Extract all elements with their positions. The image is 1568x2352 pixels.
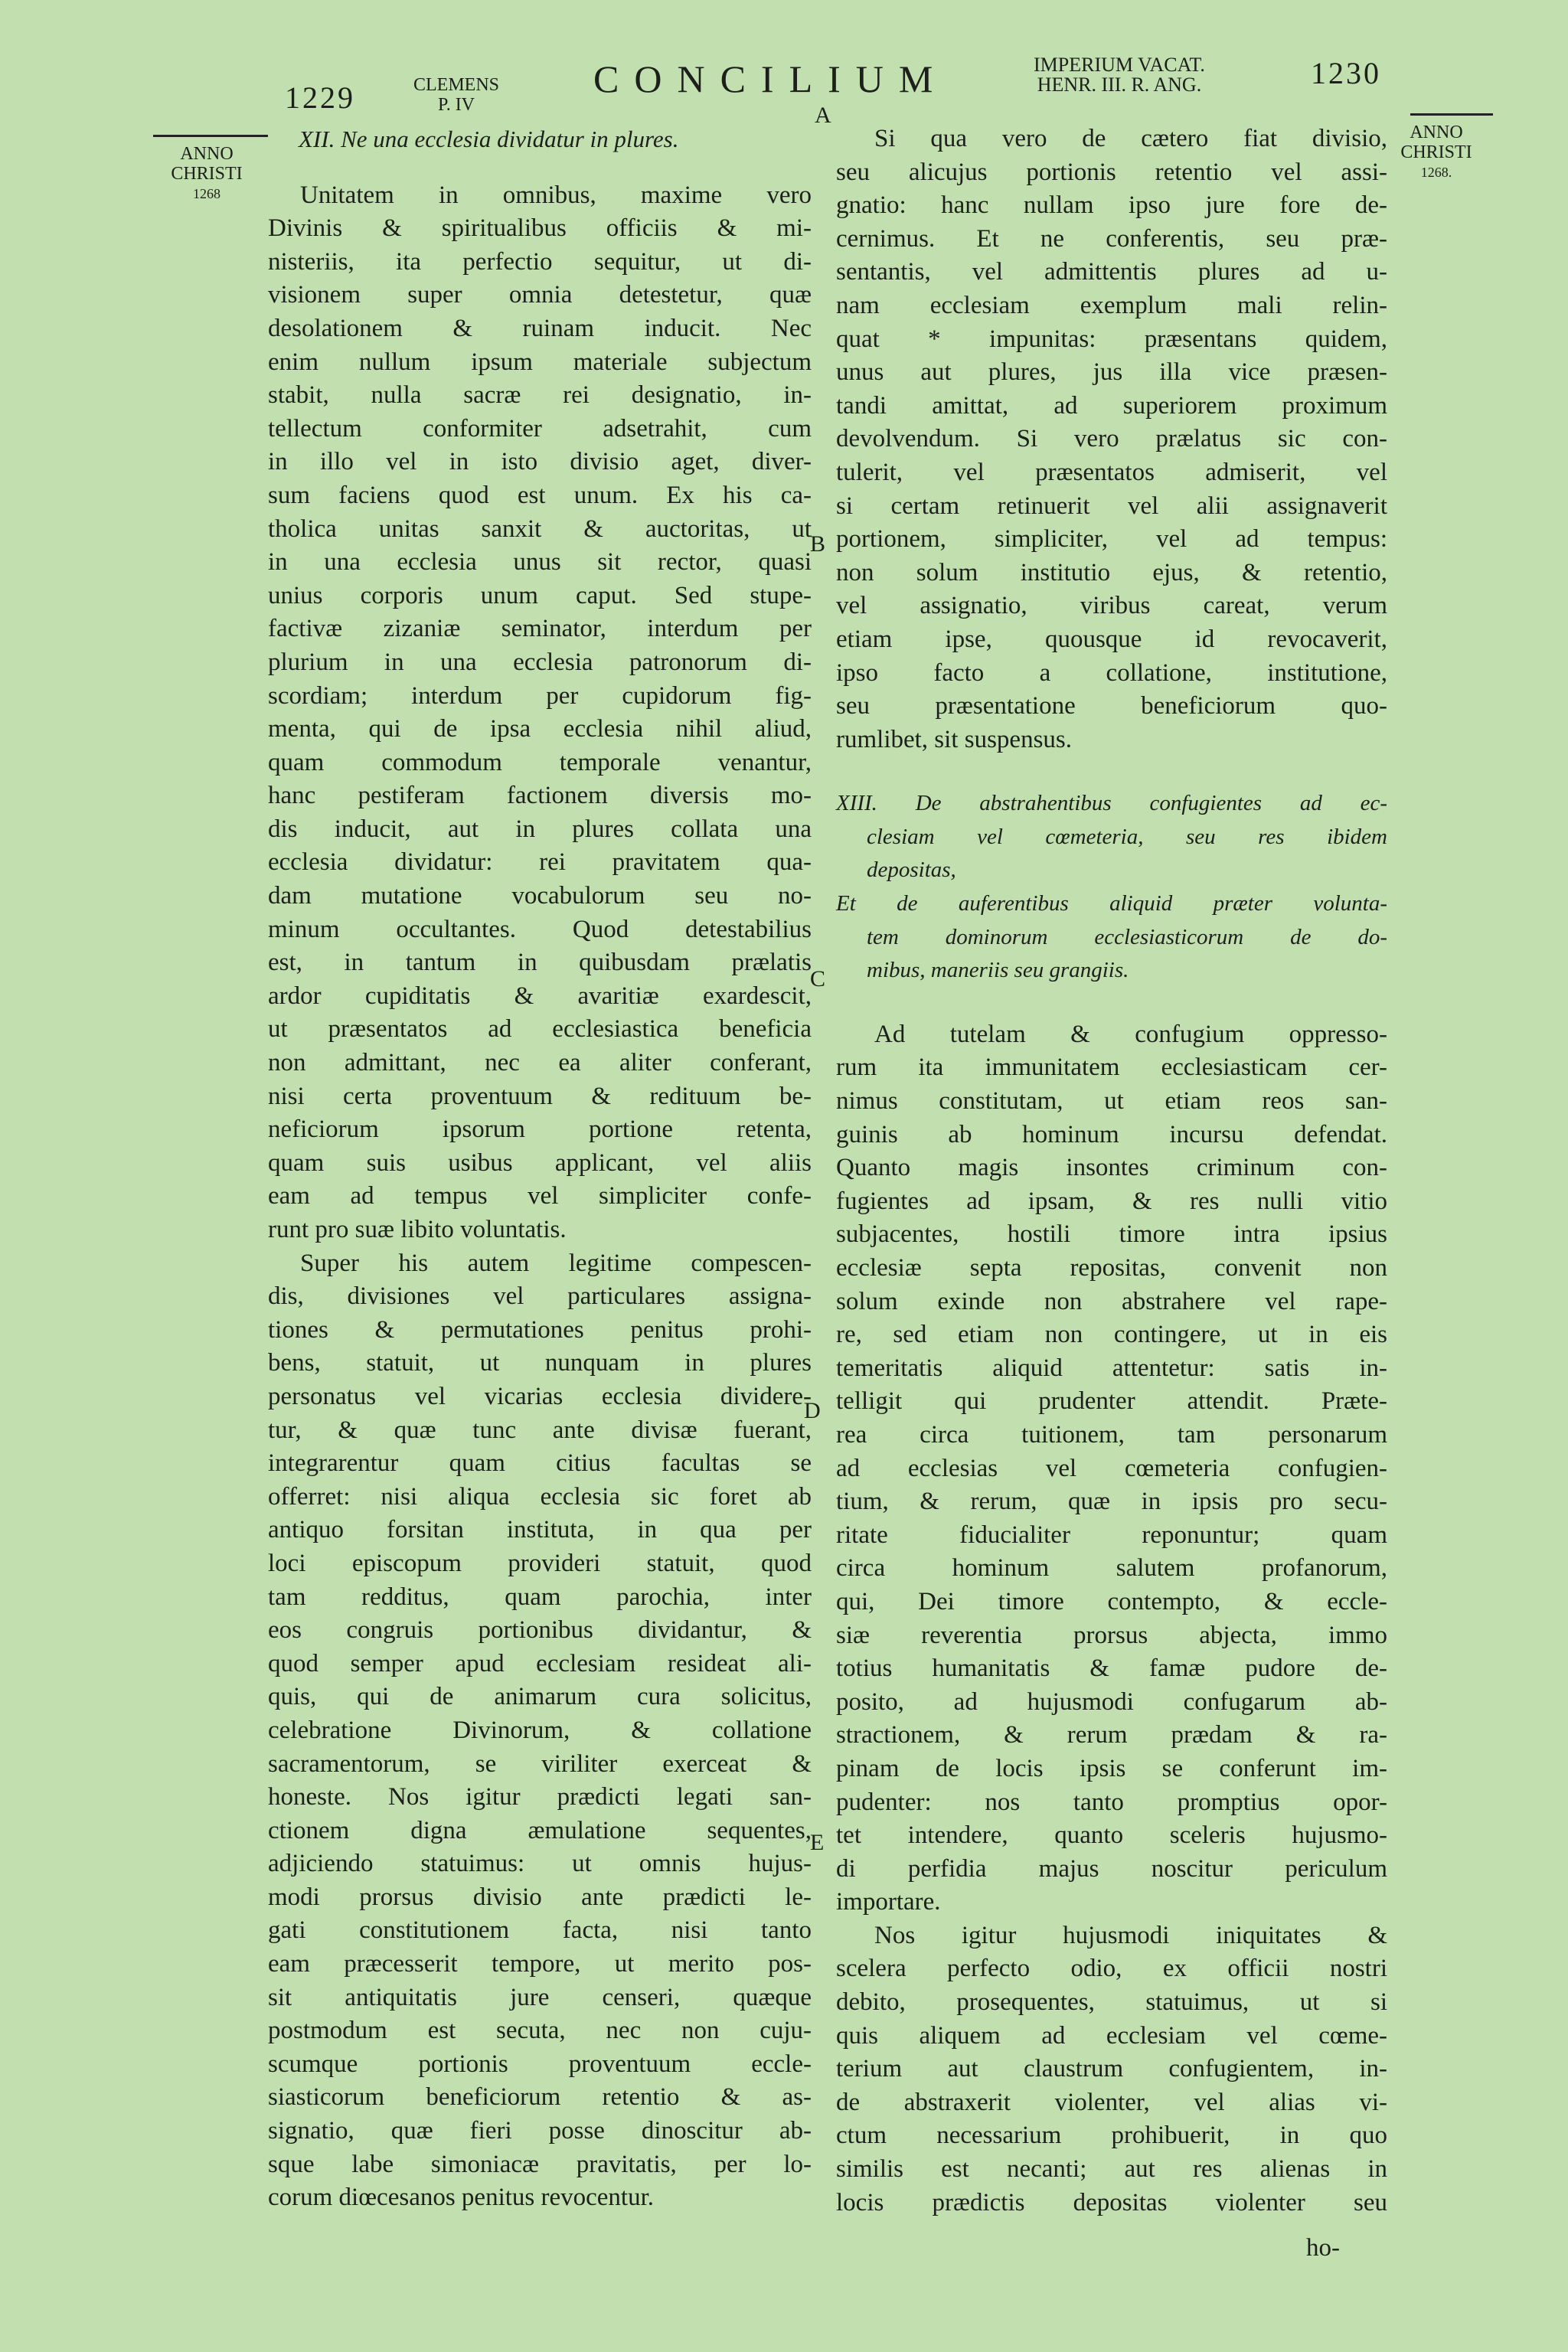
left_column-line: neficiorum ipsorum portione retenta, bbox=[268, 1116, 812, 1144]
left_column-line: enim nullum ipsum materiale subjectum bbox=[268, 348, 812, 376]
left_column-line: quis, qui de animarum cura solicitus, bbox=[268, 1683, 812, 1711]
anno-christi-left bbox=[168, 144, 245, 204]
margin-letter-b: B bbox=[810, 531, 826, 557]
catchword: ho- bbox=[1306, 2234, 1340, 2262]
margin-letter-c: C bbox=[810, 966, 826, 991]
left_column-line: adjiciendo statuimus: ut omnis hujus- bbox=[268, 1850, 812, 1878]
right_column-line: seu præsentatione beneficiorum quo- bbox=[836, 692, 1387, 720]
left_column-line: desolationem & ruinam inducit. Nec bbox=[268, 314, 812, 342]
left_column-line: tiones & permutationes penitus prohi- bbox=[268, 1315, 812, 1344]
anno-right-line2: CHRISTI bbox=[1400, 142, 1472, 162]
right_column-line: non solum institutio ejus, & retentio, bbox=[836, 558, 1387, 586]
left_column-line: tam redditus, quam parochia, inter bbox=[268, 1583, 812, 1611]
left_column-line: loci episcopum provideri statuit, quod bbox=[268, 1549, 812, 1577]
right_column-line: si certam retinuerit vel alii assignaverit bbox=[836, 492, 1387, 520]
left_column-line: Divinis & spiritualibus officiis & mi- bbox=[268, 214, 812, 243]
right_column-line: Nos igitur hujusmodi iniquitates & bbox=[874, 1921, 1387, 1949]
right_column-line: debito, prosequentes, statuimus, ut si bbox=[836, 1988, 1387, 2017]
margin-letter-e: E bbox=[810, 1830, 825, 1855]
right_column-line: Et de auferentibus aliquid præter volunta- bbox=[836, 891, 1387, 916]
right_column-line: tium, & rerum, quæ in ipsis pro secu- bbox=[836, 1488, 1387, 1516]
page-title: CONCILIUM bbox=[593, 57, 949, 100]
left_column-line: signatio, quæ fieri posse dinoscitur ab- bbox=[268, 2117, 812, 2145]
left_column-line: unius corporis unum caput. Sed stupe- bbox=[268, 581, 812, 609]
right_column-line: nam ecclesiam exemplum mali relin- bbox=[836, 291, 1387, 319]
right_column-line: ad ecclesias vel cœmeteria confugien- bbox=[836, 1454, 1387, 1482]
left_column-line: sacramentorum, se viriliter exerceat & bbox=[268, 1749, 812, 1778]
left_column-line: personatus vel vicarias ecclesia dividere- bbox=[268, 1382, 812, 1410]
left_column-spacer bbox=[268, 156, 812, 179]
right_column-line: posito, ad hujusmodi confugarum ab- bbox=[836, 1687, 1387, 1716]
left_column-line: celebratione Divinorum, & collatione bbox=[268, 1716, 812, 1744]
right_column-line: mibus, maneriis seu grangiis. bbox=[867, 958, 1129, 983]
left_column-line: honeste. Nos igitur prædicti legati san- bbox=[268, 1783, 812, 1811]
right_column-line: Ad tutelam & confugium oppresso- bbox=[874, 1020, 1387, 1048]
anno-right-line1: ANNO bbox=[1410, 122, 1463, 142]
anno-christi-right bbox=[1390, 122, 1482, 182]
left_column-line: ctionem digna æmulatione sequentes, bbox=[268, 1816, 812, 1844]
left_column-line: quam commodum temporale venantur, bbox=[268, 748, 812, 776]
left_column-line: offerret: nisi aliqua ecclesia sic foret ab bbox=[268, 1482, 812, 1511]
left_column-line: ardor cupiditatis & avaritiæ exardescit, bbox=[268, 982, 812, 1010]
left_column-line: menta, qui de ipsa ecclesia nihil aliud, bbox=[268, 715, 812, 743]
left_column-line: ut præsentatos ad ecclesiastica beneficia bbox=[268, 1015, 812, 1044]
right_column-line: guinis ab hominum incursu defendat. bbox=[836, 1120, 1387, 1148]
right_column-line: tet intendere, quanto sceleris hujusmo- bbox=[836, 1821, 1387, 1850]
right_column-line: devolvendum. Si vero prælatus sic con- bbox=[836, 425, 1387, 453]
left_column-line: ecclesia dividatur: rei pravitatem qua- bbox=[268, 848, 812, 877]
right_column-line: locis prædictis depositas violenter seu bbox=[836, 2188, 1387, 2216]
right_column-line: terium aut claustrum confugientem, in- bbox=[836, 2055, 1387, 2083]
left_column-line: corum diœcesanos penitus revocentur. bbox=[268, 2184, 655, 2212]
left_column-line: hanc pestiferam factionem diversis mo- bbox=[268, 782, 812, 810]
right_column-line: ctum necessarium prohibuerit, in quo bbox=[836, 2122, 1387, 2150]
page-number-right: 1230 bbox=[1311, 56, 1381, 90]
right_column-line: pinam de locis ipsis se conferunt im- bbox=[836, 1754, 1387, 1782]
right_column-line: ritate fiducialiter reponuntur; quam bbox=[836, 1521, 1387, 1549]
header-rule-left bbox=[153, 135, 268, 137]
anno-right-year: 1268. bbox=[1420, 165, 1452, 180]
right-column bbox=[836, 122, 1387, 2220]
right_column-line: siæ reverentia prorsus abjecta, immo bbox=[836, 1621, 1387, 1649]
left_column-line: est, in tantum in quibusdam prælatis bbox=[268, 949, 812, 977]
left_column-line: sque labe simoniacæ pravitatis, per lo- bbox=[268, 2150, 812, 2178]
right_column-line: de abstraxerit violenter, vel alias vi- bbox=[836, 2088, 1387, 2116]
left_column-line: nisi certa proventuum & redituum be- bbox=[268, 1082, 812, 1110]
left_column-line: stabit, nulla sacræ rei designatio, in- bbox=[268, 381, 812, 410]
header-rule-right bbox=[1410, 113, 1493, 116]
right_column-line: pudenter: nos tanto promptius opor- bbox=[836, 1788, 1387, 1816]
right_column-spacer bbox=[836, 756, 1387, 787]
left_column-line: minum occultantes. Quod detestabilius bbox=[268, 915, 812, 943]
right_column-line: clesiam vel cœmeteria, seu res ibidem bbox=[867, 824, 1387, 849]
left_column-line: postmodum est secuta, nec non cuju- bbox=[268, 2017, 812, 2045]
left_column-line: dam mutatione vocabulorum seu no- bbox=[268, 882, 812, 910]
left-column-lines bbox=[268, 122, 812, 2215]
left_column-line: visionem super omnia detestetur, quæ bbox=[268, 281, 812, 309]
right_column-line: depositas, bbox=[867, 858, 956, 883]
left_column-line: dis, divisiones vel particulares assigna- bbox=[268, 1282, 812, 1311]
left-column bbox=[268, 122, 812, 2215]
left_column-line: runt pro suæ libito voluntatis. bbox=[268, 1216, 567, 1243]
right_column-line: stractionem, & rerum prædam & ra- bbox=[836, 1721, 1387, 1749]
header-right-line2: HENR. III. R. ANG. bbox=[1037, 74, 1202, 96]
right_column-line: tulerit, vel præsentatos admiserit, vel bbox=[836, 458, 1387, 486]
left_column-line: nisteriis, ita perfectio sequitur, ut di- bbox=[268, 247, 812, 276]
left_column-line: bens, statuit, ut nunquam in plures bbox=[268, 1349, 812, 1377]
left_column-line: non admittant, nec ea aliter conferant, bbox=[268, 1049, 812, 1077]
left_column-line: XII. Ne una ecclesia dividatur in plures. bbox=[299, 126, 679, 152]
right_column-line: Quanto magis insontes criminum con- bbox=[836, 1154, 1387, 1182]
right_column-line: importare. bbox=[836, 1888, 941, 1916]
left_column-line: siasticorum beneficiorum retentio & as- bbox=[268, 2083, 812, 2112]
left_column-line: scordiam; interdum per cupidorum fig- bbox=[268, 681, 812, 710]
header-right-line1: IMPERIUM VACAT. bbox=[1034, 54, 1205, 76]
right_column-line: rea circa tuitionem, tam personarum bbox=[836, 1420, 1387, 1449]
left_column-line: sum faciens quod est unum. Ex his ca- bbox=[268, 481, 812, 509]
right_column-line: quis aliquem ad ecclesiam vel cœme- bbox=[836, 2021, 1387, 2050]
right_column-line: vel assignatio, viribus careat, verum bbox=[836, 592, 1387, 620]
left_column-line: Super his autem legitime compescen- bbox=[300, 1249, 812, 1277]
right_column-line: seu alicujus portionis retentio vel assi- bbox=[836, 158, 1387, 186]
right_column-line: sentantis, vel admittentis plures ad u- bbox=[836, 258, 1387, 286]
right_column-line: fugientes ad ipsam, & res nulli vitio bbox=[836, 1187, 1387, 1215]
left_column-line: quod semper apud ecclesiam resideat ali- bbox=[268, 1649, 812, 1677]
right_column-line: nimus constitutam, ut etiam reos san- bbox=[836, 1087, 1387, 1116]
right_column-line: scelera perfecto odio, ex officii nostri bbox=[836, 1955, 1387, 1983]
right_column-spacer bbox=[836, 988, 1387, 1018]
right_column-line: XIII. De abstrahentibus confugientes ad ec- bbox=[836, 791, 1387, 816]
left_column-line: quam suis usibus applicant, vel aliis bbox=[268, 1148, 812, 1177]
right_column-line: tem dominorum ecclesiasticorum de do- bbox=[867, 924, 1387, 949]
header-left-label bbox=[413, 75, 499, 115]
margin-letter-a: A bbox=[815, 103, 831, 128]
left_column-line: gati constitutionem facta, nisi tanto bbox=[268, 1916, 812, 1945]
right_column-line: qui, Dei timore contempto, & eccle- bbox=[836, 1587, 1387, 1615]
right_column-line: similis est necanti; aut res alienas in bbox=[836, 2155, 1387, 2184]
right_column-line: re, sed etiam non contingere, ut in eis bbox=[836, 1321, 1387, 1349]
left_column-line: in una ecclesia unus sit rector, quasi bbox=[268, 548, 812, 577]
right_column-line: ecclesiæ septa repositas, convenit non bbox=[836, 1254, 1387, 1282]
right_column-line: quat * impunitas: præsentans quidem, bbox=[836, 325, 1387, 353]
anno-left-line1: ANNO bbox=[180, 144, 234, 164]
right_column-line: di perfidia majus noscitur periculum bbox=[836, 1854, 1387, 1883]
right_column-line: portionem, simpliciter, vel ad tempus: bbox=[836, 525, 1387, 554]
left_column-line: eos congruis portionibus dividantur, & bbox=[268, 1616, 812, 1645]
left_column-line: eam ad tempus vel simpliciter confe- bbox=[268, 1182, 812, 1210]
left_column-line: integrarentur quam citius facultas se bbox=[268, 1449, 812, 1478]
right_column-line: telligit qui prudenter attendit. Præte- bbox=[836, 1387, 1387, 1416]
left_column-line: sit antiquitatis jure censeri, quæque bbox=[268, 1983, 812, 2011]
left_column-line: scumque portionis proventuum eccle- bbox=[268, 2050, 812, 2078]
left_column-line: tholica unitas sanxit & auctoritas, ut bbox=[268, 514, 812, 543]
left_column-line: tellectum conformiter adsetrahit, cum bbox=[268, 414, 812, 443]
right-column-lines bbox=[836, 122, 1387, 2220]
left_column-line: antiquo forsitan instituta, in qua per bbox=[268, 1516, 812, 1544]
right_column-line: subjacentes, hostili timore intra ipsius bbox=[836, 1220, 1387, 1249]
right_column-line: unus aut plures, jus illa vice præsen- bbox=[836, 358, 1387, 387]
right_column-line: cernimus. Et ne conferentis, seu præ- bbox=[836, 224, 1387, 253]
left_column-line: in illo vel in isto divisio aget, diver- bbox=[268, 448, 812, 476]
left_column-line: eam præcesserit tempore, ut merito pos- bbox=[268, 1950, 812, 1978]
right_column-line: circa hominum salutem profanorum, bbox=[836, 1554, 1387, 1583]
right_column-line: solum exinde non abstrahere vel rape- bbox=[836, 1287, 1387, 1315]
margin-letter-d: D bbox=[804, 1398, 821, 1423]
left_column-line: modi prorsus divisio ante prædicti le- bbox=[268, 1883, 812, 1911]
right_column-line: Si qua vero de cætero fiat divisio, bbox=[874, 125, 1387, 152]
right_column-line: rum ita immunitatem ecclesiasticam cer- bbox=[836, 1054, 1387, 1082]
header-right-label bbox=[1034, 55, 1205, 95]
right_column-line: etiam ipse, quousque id revocaverit, bbox=[836, 625, 1387, 653]
left_column-line: dis inducit, aut in plures collata una bbox=[268, 815, 812, 843]
left_column-line: plurium in una ecclesia patronorum di- bbox=[268, 648, 812, 676]
left_column-line: factivæ zizaniæ seminator, interdum per bbox=[268, 615, 812, 643]
left_column-line: Unitatem in omnibus, maxime vero bbox=[300, 181, 812, 209]
right_column-line: tandi amittat, ad superiorem proximum bbox=[836, 391, 1387, 420]
anno-left-year: 1268 bbox=[193, 186, 220, 201]
right_column-line: totius humanitatis & famæ pudore de- bbox=[836, 1655, 1387, 1683]
right_column-line: gnatio: hanc nullam ipso jure fore de- bbox=[836, 191, 1387, 220]
page-number-left: 1229 bbox=[285, 80, 355, 115]
header-left-line2: P. IV bbox=[438, 95, 475, 115]
anno-left-line2: CHRISTI bbox=[171, 164, 243, 184]
header-left-line1: CLEMENS bbox=[413, 75, 500, 95]
left_column-line: tur, & quæ tunc ante divisæ fuerant, bbox=[268, 1416, 812, 1444]
right_column-line: rumlibet, sit suspensus. bbox=[836, 725, 1073, 753]
right_column-line: temeritatis aliquid attentetur: satis in- bbox=[836, 1354, 1387, 1382]
right_column-line: ipso facto a collatione, institutione, bbox=[836, 658, 1387, 687]
